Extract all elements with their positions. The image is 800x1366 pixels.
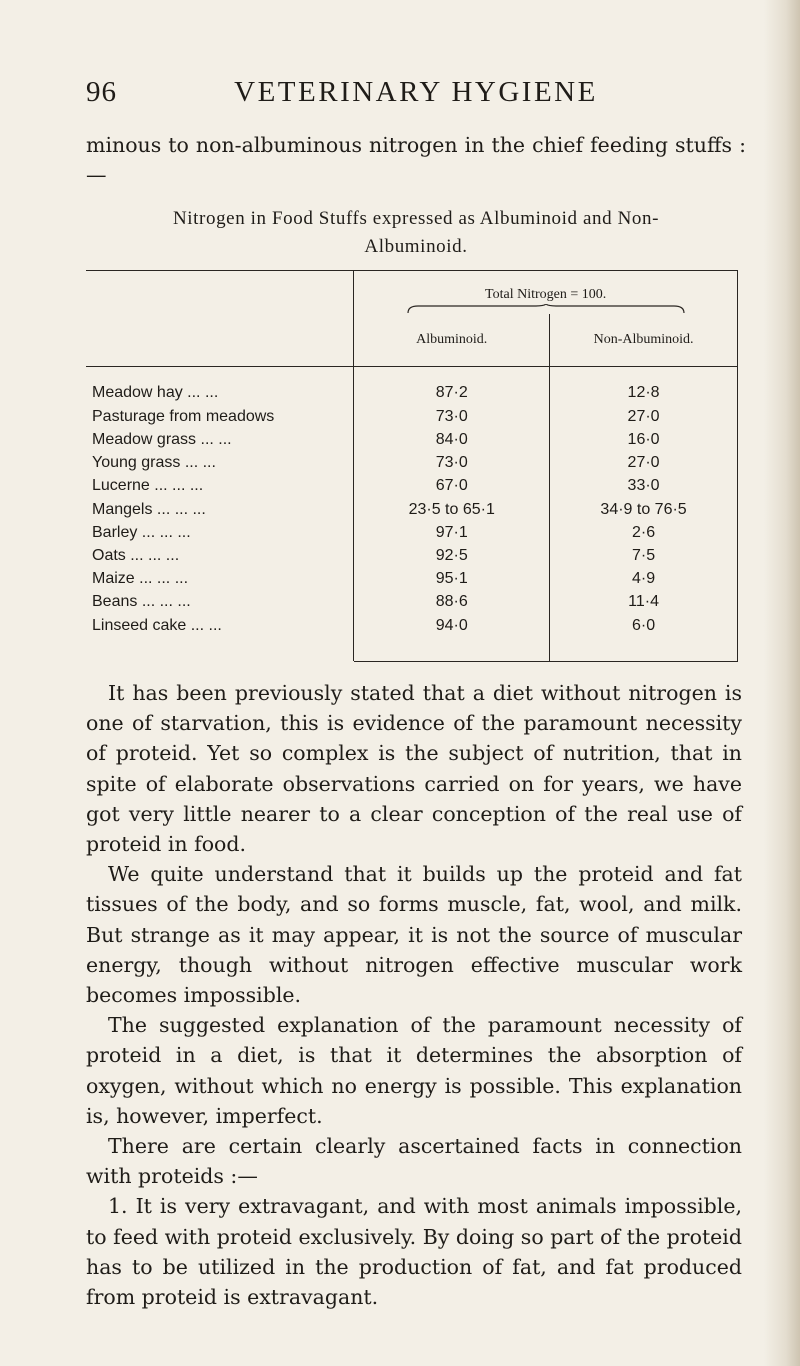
page-number: 96 [86,76,117,108]
table-row [86,568,738,591]
table-heading-line-1: Nitrogen in Food Stuffs expressed as Albuminoid and Non- [172,208,660,229]
table-heading-line-2: Albuminoid. [364,236,468,257]
group-header-cell [354,271,738,315]
body-paragraph: There are certain clearly ascertained facts in connection with proteids :— [86,1134,742,1189]
table-bottom-cell [86,661,354,662]
table-header-empty-cell [86,271,354,367]
table-bottom-cell [550,661,738,662]
table-row [86,405,738,428]
row-label: Barley ... ... ... [92,523,191,541]
albuminoid-value: 23·5 to 65·1 [354,498,550,521]
non-albuminoid-value: 34·9 to 76·5 [550,498,738,521]
table-row [86,544,738,567]
table-bottom-rule [86,661,738,662]
table-bottom-cell [354,661,550,662]
albuminoid-value: 94·0 [354,614,550,661]
table-row [86,475,738,498]
non-albuminoid-value: 2·6 [550,521,738,544]
non-albuminoid-value: 33·0 [550,475,738,498]
row-label: Pasturage from meadows [92,407,275,425]
table-row [86,521,738,544]
non-albuminoid-value: 27·0 [550,451,738,474]
brace-icon [406,304,686,314]
row-label: Beans ... ... ... [92,593,191,611]
row-label: Meadow grass ... ... [92,430,232,448]
body-paragraph: The suggested explanation of the paramount necessity of proteid in a diet, is that it determines the absorption of oxygen, without which no energy is possible. This explanation is, however, imperfect. [86,1013,742,1128]
row-label: Mangels ... ... ... [92,500,206,518]
row-label: Oats ... ... ... [92,546,180,564]
nitrogen-table-body [86,271,738,662]
non-albuminoid-value: 4·9 [550,568,738,591]
table-row [86,451,738,474]
albuminoid-value: 88·6 [354,591,550,614]
table-header-row-top [86,271,738,315]
table-row [86,614,738,661]
col-header-non-albuminoid: Non-Albuminoid. [550,314,738,366]
intro-text: minous to non-albuminous nitrogen in the chief feeding stuffs :— [86,133,746,187]
albuminoid-value: 73·0 [354,451,550,474]
body-paragraph: It has been previously stated that a diet without nitrogen is one of starvation, this is evidence of the paramount necessity of proteid. Yet so complex is the subject of nutrition, that in spite of elaborate observations carried on for years, we have got very little nearer to a clear conception of the real use of proteid in food. [86,681,742,857]
table-row [86,366,738,405]
row-label: Lucerne ... ... ... [92,477,204,495]
row-label: Linseed cake ... ... [92,617,222,635]
running-head [86,76,746,112]
row-label: Young grass ... ... [92,454,216,472]
albuminoid-value: 92·5 [354,544,550,567]
non-albuminoid-value: 7·5 [550,544,738,567]
nitrogen-table [86,270,738,662]
running-title: VETERINARY HYGIENE [234,76,598,108]
non-albuminoid-value: 12·8 [550,366,738,405]
group-header: Total Nitrogen = 100. [485,287,607,303]
body-text [86,678,742,1312]
body-paragraph: We quite understand that it builds up the proteid and fat tissues of the body, and so forms muscle, fat, wool, and milk. But strange as it may appear, it is not the source of muscular energy, though without nitrogen effective muscular work becomes impossible. [86,862,742,1008]
row-label: Maize ... ... ... [92,570,189,588]
non-albuminoid-value: 11·4 [550,591,738,614]
albuminoid-value: 97·1 [354,521,550,544]
row-label: Meadow hay ... ... [92,383,219,401]
albuminoid-value: 73·0 [354,405,550,428]
non-albuminoid-value: 6·0 [550,614,738,661]
col-header-albuminoid: Albuminoid. [354,314,550,366]
albuminoid-value: 95·1 [354,568,550,591]
albuminoid-value: 84·0 [354,428,550,451]
page-edge-shadow [764,0,800,1366]
body-paragraph: 1. It is very extravagant, and with most animals impossible, to feed with proteid exclusively. By doing so part of the proteid has to be utilized in the production of fat, and fat produced from proteid is extravagant. [86,1194,742,1310]
albuminoid-value: 67·0 [354,475,550,498]
non-albuminoid-value: 16·0 [550,428,738,451]
albuminoid-value: 87·2 [354,366,550,405]
table-row [86,428,738,451]
table-heading [86,205,746,261]
table-row [86,498,738,521]
table-row [86,591,738,614]
non-albuminoid-value: 27·0 [550,405,738,428]
